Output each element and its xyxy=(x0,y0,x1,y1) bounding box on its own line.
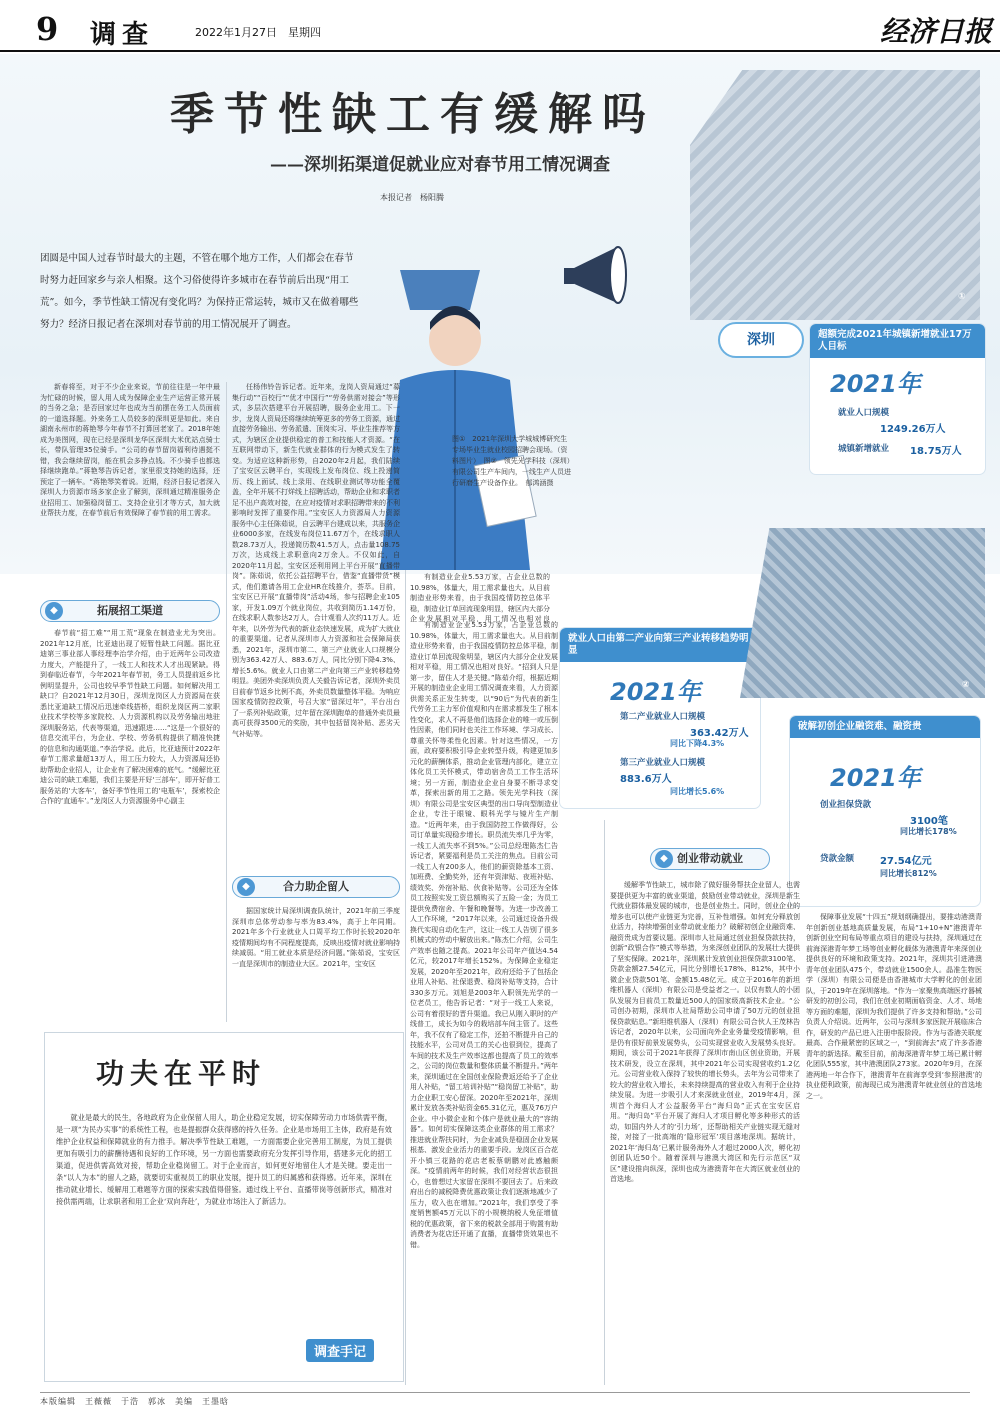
stats-panel-employment xyxy=(810,324,985,474)
col1-body: 春节前“招工难”“用工荒”现象在制造业尤为突出。2021年12月底，比亚迪出现了短暂性缺工问题。据比亚迪第三事业部人事经理李治学介绍，由于近两年公司改造力度大，产能提升了，一线工人和技术人才出现紧缺。得到春临近春节，今年2021年春节初，务工人员提前返乡比例明显提升，公司也较早季节性缺工问题。如何解决用工缺口？自2021年12月30日，深圳龙岗区人力资源局在获悉比亚迪缺工情况后迅速牵线搭桥，组织龙岗区两二家职业技术学校等多家院校、人力资源机构以及劳务输出地驻深圳服务站，代表等渠道，迅速跟进……“这是一个很好的信息交流平台，为企业、学校、劳务机构提供了精准快捷的信息和沟通渠道。”李治学说。此后，比亚迪预计2022年春节工需求量超13万人，用工压力较大，人力资源局还协助帮助企业招人，让企业有了解决困难的底气。“缓解比亚迪公司的缺工难题，我们主要是开好‘三部车’，即开好普工服务站的‘大客车’，备好季节性用工的‘电瓶车’，探索校企合作的‘直通车’。”龙岗区人力资源服务中心副主 xyxy=(40,629,220,805)
col3-body: 有制造业企业5.53万家，占企业总数的10.98%，体量大，用工需求量也大。从目前制造业形势来看，由于我国疫情防控总体平稳，制造业订单回流现象明显，辖区内大部分企业发展相对平稳，用工情况也相对良好。“招到人只是第一步，留住人才是关键。”陈茹介绍，根据近期开展的制造业企业用工情况调查来看，人力资源供需关系正发生转变，以“90后”为代表的新生代劳务工主力军价值观和内在需求都发生了根本性变化，求人不再是他们选择企业的唯一或压倒性因素，他们同时也关注工作环境、学习成长、尊重关怀等柔性化因素。针对这些情况，一方面，政府要积极引导企业转型升级，构建更加多元化的薪酬体系，推动企业管理内部化，建立立体化员工关怀模式，带动宿舍员工工作生活环境；另一方面，制造业企业自身要不断寻求变革，探索出新的用工之路。领先光学科技（深圳）有限公司是宝安区典型的出口导向型制造业企业，专注于眼镜、眼科光学与镜片生产制造。“近两年来，由于我国防控工作做得好，公司订单量实现稳步增长。职员流失率几乎为零，一线工人流失率不到5%。”公司总经理陈杰仁告诉记者，紧要福利是员工关注的焦点。目前公司一线工人有200多人，他们的薪资除基本工资、加班费、全勤奖外，还有年资津贴、夜班补贴、绩效奖、外宿补贴、伙食补贴等。公司还为全体员工按照实发工资总额购买了五险一金；为员工提供免费宿舍、午餐和晚餐等。为进一步改善工人工作环境，“2017年以来，公司通过设备升级换代实现自动化生产，这让一线工人告别了很多机械式的劳动中解放出来。”陈杰仁介绍，公司生产效率也随之提高。2021年公司年产值达4.54亿元，较2017年增长152%。为保障企业稳定发展，2020年至2021年，政府还给予了包括企业用人补贴、社保退费、稳岗补贴等支持，合计330多万元。刘旭是2003年入职领先光学的一位老员工，他告诉记者：“对于一线工人来说，公司有着很好的晋升渠道。我已从刚入职时的产线普工，成长为如今的栽培部车间主管了。这些年，我不仅有了稳定工作，还拍不断提升自己的技能水平，公司对员工的关心也很到位，提高了车间的技术及生产效率这都也提高了员工的效率之，公司的岗位数量和整体质量不断提升。”两年来，深圳通过在全国创业保险费返还给予了企业用人补贴，“留工培训补贴”“稳岗留工补贴”，助力企业职工安心留深。2020年至2021年，深圳累计发放各类补贴资金65.31亿元，惠及76万户企业。中小微企业和个体户是就业最大的“容纳器”。如何切实保障这类企业群体的用工需求？推进就业帮扶同时，为企业减负是稳固企业发展根基、激发企业活力的重要手段。龙岗区百合花开小镇三花路的花店老板蔡朝鹏对此感触颇深。“疫情前两年的时候，我们对经营状态很担心，也曾想过大家留在深圳不要回去了。后来政府出台的减税降费优惠政策让我们逐渐地减少了压力，收入也在增加。”2021年，我们享受了季度销售额45万元以下的小规模纳税人免征增值税的优惠政策，省下来的税款全部用于购置有助消费者为花店还开通了直播，直播带货效果也不错。 xyxy=(410,621,558,1249)
photo2-marker: ② xyxy=(962,680,970,690)
section-help-retain xyxy=(232,876,400,898)
panel1-row1-value: 1249.26万人 xyxy=(880,424,946,435)
col2-body: 任杨伟铃告诉记者。近年来，龙岗人资局通过“募集行动”“百校行”“优才中国行”“劳务供需对接会”等形式，多层次搭建平台开展招聘，服务企业用工。下一步，龙岗人资局还将继续统筹更多的劳务工资源，通过直接劳务输出、劳务派遣、顶岗实习、毕业生推荐等方式，为辖区企业提供稳定的普工和技能人才资源。“在互联网带动下，新生代就业群体的行为模式发生了转变。为适应这种新形势，自2020年2月起，我们陆续了宝安区云聘平台，实现线上发布岗位、线上投递简历、线上面试、线上录用、在线职业测试等功能全覆盖，全年开展不打烊线上招聘活动，帮助企业和求职者足不出户高效对接，在应对疫情对求职招聘带来的不利影响时发挥了重要作用。”宝安区人力资源局人力资源服务中心主任陈茹说，自云聘平台建成以来，共服务企业6000多家，在线发布岗位11.67万个，在线求职人数28.73万人，投递简历数41.5万人，点击量108.75万次，达成线上求职意向2万余人。不仅如此，自2020年11月起，宝安区还利用网上平台开展“直播带岗”。陈茹说，依托公益招聘平台，借鉴“直播带货”模式，他们邀请各用工企业HR在线推介，荟萃。目前，宝安区已开展“直播带岗”活动4场，参与招聘企业105家，开发1.09万个就业岗位，共收到简历1.14万份，在线求职人数参达2万人，合计观看人次约11万人。近年来，以外劳为代表的新业态快速发展，成为扩大就业的重要渠道。记者从深圳市人力资源和社会保障局获悉，2021年，深圳市第二、第三产业就业人口规模分别为363.42万人、883.6万人，同比分别下降4.3%、增长5.6%。就业人口由第二产业向第三产业转移趋势明显。美团外卖深圳负责人关毅告诉记者，深圳外卖员目前春节返乡比例不高，外卖员数量整体平稳。为响应国家疫情防控政策，号召大家“留深过年”，平台出台了一系列补贴政策，过年留在深圳跑单的普通外卖员最高可获得3500元的奖励，其中包括留岗补贴、恶劣天气补贴等。 xyxy=(232,383,400,738)
issue-date: 2022年1月27日 星期四 xyxy=(195,26,321,39)
megaphone-icon xyxy=(560,240,650,310)
panel3-row2-change: 同比增长812% xyxy=(880,869,937,878)
panel3-row2-value: 27.54亿元 xyxy=(880,856,932,867)
page-number: 9 xyxy=(36,10,59,48)
col4-body: 缓解季节性缺工，城市除了做好服务帮扶企业留人，也需要提供更为丰富的就业渠道，鼓励创业带动就业，深圳是新生代就业群体最发展的城市，也是创业热土。同时，创业企业的增多也可以使产业链更为完善，互补性增强。如何充分释放创业活力，持续增强创业带动就业能力？破解初创企业融资难、融资贵成为首要议题。深圳市人社局通过创业担保贷款扶持，创新“政银合作”模式等举措，为来深创业团队的发展壮大提供了坚实保障。2021年，深圳累计发放创业担保贷款3100笔、贷款金额27.54亿元，同比分别增长178%、812%，其中小微企业贷款501笔、金额15.48亿元。成立于2016年的新坦维机器人（深圳）有限公司是受益者之一。以仅有数人的小团队发展为目前员工数量近500人的国家级高新技术企业。“公司创办初期，深圳市人社局帮助公司申请了50万元的创业担保贷款贴息。”新坦维机器人（深圳）有限公司合伙人王茂林告诉记者，2020年以来，公司面向外企业务量受疫情影响，但是仍有很好前景发展势头，公司实现营业收入发展势头良好。期间，该公司于2021年获得了深圳市南山区创业资助，开展技术研发，设立在深圳，其中2021年公司实现营收约1.2亿元。公司营业收入保持了较快的增长势头，去年为公司带来了较大的营业收入增长，未来持续提高的营业收入有利于企业持续发展。为进一步吸引人才来深就业创业，2019年4月，深圳首个海归人才公益服务平台“海归岛”正式在宝安区启用。“海归岛”平台开展了海归人才项目孵化等多种形式的活动，如国内外人才的‘引力场’，还帮助相关产业链实现无缝对接，对接了一批高端的‘隐形冠军’项目落地深圳。据统计，2021年‘海归岛’已累计服务海外人才超过2000人次，孵化初创团队近50个。随着深圳与港澳大湾区和先行示范区“双区”建设推向纵深，深圳也成为港澳青年在大湾区就业创业的首选地。 xyxy=(610,881,800,1183)
section-icon-2: ◆ xyxy=(237,878,255,896)
article-subtitle: ——深圳拓渠道促就业应对春节用工情况调查 xyxy=(270,155,610,175)
section-name: 调查 xyxy=(90,20,155,50)
col3-top: 有制造业企业5.53万家，占企业总数的10.98%，体量大，用工需求量也大。从目前制造业形势来看，由于我国疫情防控总体平稳，制造业订单回流现象明显，辖区内大部分企业发展相对平稳，用工情况也相对良 xyxy=(410,573,550,622)
photo-caption: 图① 2021年深圳大学城城博研究生专场毕业生就业校园招聘会现场。（资料图片） 图② 领先光学科技（深圳）有限公司生产车间内，一线生产人员进行研磨生产设备作业。 郁鸿涵摄 xyxy=(452,435,571,487)
panel3-row1-value: 3100笔 xyxy=(910,816,948,827)
article-lead: 团圆是中国人过春节时最大的主题，不管在哪个地方工作，人们都会在春节时努力赶回家乡与亲人相聚。这个习俗使得许多城市在春节前后出现“用工荒”。如今，季节性缺工情况有变化吗？为保持正常运转，城市又在做着哪些努力？经济日报记者在深圳对春节前的用工情况展开了调查。 xyxy=(40,253,359,330)
panel3-heading: 破解初创企业融资难、融资贵 xyxy=(790,716,980,738)
panel2-row2-label: 第三产业就业人口规模 xyxy=(620,758,706,768)
section-expand-channels xyxy=(40,600,220,622)
column-divider xyxy=(226,382,227,1022)
photo1-marker: ① xyxy=(958,292,966,302)
panel2-row1-change: 同比下降4.3% xyxy=(670,739,725,748)
commentary-body: 就业是最大的民生，各地政府为企业保留人用人，助企业稳定发展，切实保障劳动力市场供需平衡，是一项“为民办实事”的系统性工程，也是提振群众获得感的持久任务。企业是市场用工主体，政府是有效维护企业权益和保障就业的有力推手。解决季节性缺工难题，一方面需要企业完善用工制度，为员工提供更加有吸引力的薪酬待遇和良好的工作环境，另一方面也需要政府充分发挥引导作用，搭建多元化的招工渠道，促进供需高效对接，帮助企业稳岗留工。对于企业而言，如何更好地留住人才是关键。要走出一条“以人为本”的留人之路，就要切实重视员工的职业发展，提升员工的归属感和获得感。近年来，深圳在推动就业增长、缓解用工难题等方面的探索实践值得借鉴。通过线上平台、直播带岗等创新形式，精准对接供需两端，让求职者和用工企业‘双向奔赴’，为就业市场注入了新活力。 xyxy=(56,1113,392,1206)
shenzhen-tag: 深圳 xyxy=(718,322,804,358)
page-footer: 本版编辑 王薇薇 于浩 郭冰 美编 王墨晗 xyxy=(40,1392,970,1407)
article-title: 季节性缺工有缓解吗 xyxy=(170,89,656,140)
factory-workers-photo xyxy=(740,528,985,698)
panel1-row2-value: 18.75万人 xyxy=(910,446,962,457)
panel1-row1-label: 就业人口规模 xyxy=(838,408,890,418)
col1-intro: 新春将至，对于不少企业来说，节前往往是一年中最为忙碌的时候，留人用人成为保障企业生产运营正常开展的当务之急；是否回家过年也成为当前摆在务工人员面前的一道选择题。外来务工人员较多的深圳更是如此。来自湖南永州市的蒋艳琴今年春节不打算回老家了。2018年她成为美图网，现在已经是深圳龙华区深圳大米优站点骑士长，带队管理35位骑手。“公司的春节留岗福利待遇挺不错，我会继续留岗，能在机会多挣点钱。不少骑手也都选择继续跑单。”蒋艳琴告诉记者，家里很支持她的选择，还预定了一辆车。“蒋艳琴笑着说。近期，经济日报记者深入深圳人力资源市场多家企业了解到，深圳通过精准服务企业招用工、加强稳岗留工、支持企业引才等方式，加大就业帮扶力度，在春节前后有效保障了春节前的用工需求。 xyxy=(40,383,220,517)
panel3-row1-label: 创业担保贷款 xyxy=(820,800,872,810)
stats-panel-industry xyxy=(560,628,760,808)
section-icon: ◆ xyxy=(45,602,63,620)
panel3-row1-change: 同比增长178% xyxy=(900,827,957,836)
panel3-row2-label: 贷款金额 xyxy=(820,854,855,864)
column-divider-2 xyxy=(405,570,406,1385)
byline: 本报记者 杨阳腾 xyxy=(380,193,444,202)
section-help-label: 合力助企留人 xyxy=(283,880,349,893)
panel1-year: 2021年 xyxy=(830,370,921,398)
panel1-row2-label: 城镇新增就业 xyxy=(838,444,890,454)
panel3-year: 2021年 xyxy=(830,764,921,792)
panel2-heading: 就业人口由第二产业向第三产业转移趋势明显 xyxy=(560,628,760,662)
commentary-title: 功夫在平时 xyxy=(96,1057,267,1090)
commentary-stamp: 调查手记 xyxy=(306,1339,374,1362)
col5-body: 保障事业发展“十四五”规划纲确提出，要推动港澳青年创新创业基地高质量发展，布局“1+10+N”港澳青年创新创业空间布局等重点项目的建设与扶持，深圳通过在前海深港青年梦工场等创业孵化载体为港澳青年来深创业提供良好的环境和政策支持。2021年，深圳共引进港澳青年创业团队475个，带动就业1500余人。晶准生物医学（深圳）有限公司便是由香港城市大学孵化的创业团队，于2019年在深圳落地。“作为一家聚焦高端医疗器械研发的初创公司，我们在创业初期面临资金、人才、场地等方面的难题，深圳为我们提供了许多支持和帮助。”公司负责人介绍说。近两年，公司与深圳多家医院开展临床合作，研发的产品已进入注册申报阶段。作为与香港关联度最高、合作最紧密的区域之一，“到前海去”成了许多香港青年的新选择。戴至目前，前海深港青年梦工场已累计孵化团队555家，其中港澳团队273家。2020年9月，在深港两地一年合作下，港澳青年在前海享受到‘参照港澳’的执业便利政策，前海现已成为港澳青年就业创业的首选地之一。 xyxy=(806,913,982,1100)
panel2-row1-label: 第二产业就业人口规模 xyxy=(620,712,706,722)
job-fair-photo xyxy=(690,70,980,320)
panel2-row2-value: 883.6万人 xyxy=(620,774,672,785)
section-expand-label: 拓展招工渠道 xyxy=(97,604,163,617)
panel2-row2-change: 同比增长5.6% xyxy=(670,787,725,796)
page-header xyxy=(0,0,1000,52)
section-create-jobs xyxy=(650,848,770,870)
panel2-row1-value: 363.42万人 xyxy=(690,728,749,739)
column-divider-3 xyxy=(604,820,605,1385)
stats-panel-startup-loans xyxy=(790,716,980,906)
panel2-year: 2021年 xyxy=(610,678,701,706)
masthead-logo: 经济日报 xyxy=(880,15,993,48)
section-icon-3: ◆ xyxy=(655,850,673,868)
section-create-label: 创业带动就业 xyxy=(677,852,743,865)
col2-help: 据国家统计局深圳调查队统计，2021年前三季度深圳市总体劳动参与率为83.4%，高于上年同期。2021年多个行业就业人口周平均工作时长较2020年疫情期间均有不同程度提高，反映出疫情对就业影响持续减弱。“用工就业本质是经济问题。”陈茹说，宝安区一直是深圳市的制造业大区。2021年，宝安区 xyxy=(232,907,400,968)
panel1-heading: 超额完成2021年城镇新增就业17万人目标 xyxy=(810,324,985,358)
